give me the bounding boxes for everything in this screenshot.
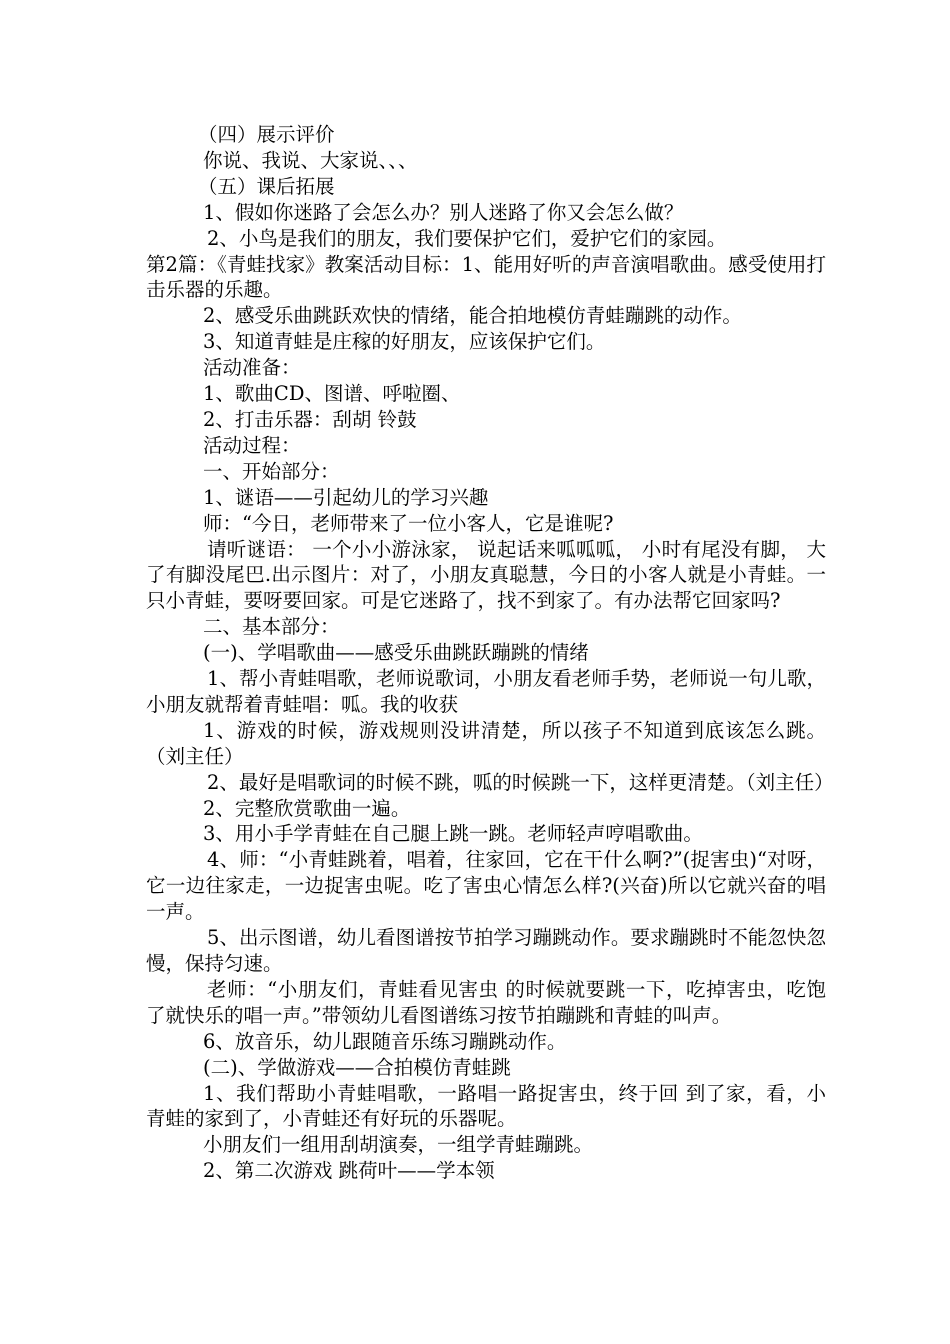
subsection-heading: (二)、学做游戏——合拍模仿青蛙跳	[203, 1055, 511, 1079]
document-body	[146, 122, 834, 1184]
section-heading-process: 活动过程：	[203, 433, 301, 457]
list-item: 5、出示图谱，幼儿看图谱按节拍学习蹦跳动作。要求蹦跳时不能忽快忽慢，保持匀速。	[146, 926, 826, 975]
list-item: 2、第二次游戏 跳荷叶——学本领	[203, 1159, 495, 1183]
list-item: 3、知道青蛙是庄稼的好朋友，应该保护它们。	[203, 330, 606, 354]
list-item: 1、假如你迷路了会怎么办？别人迷路了你又会怎么做？	[203, 200, 684, 224]
list-item: 4、师：“小青蛙跳着，唱着，往家回，它在干什么啊?”(捉害虫)“对呀，它一边往家走，一边捉害虫呢。吃了害虫心情怎么样?(兴奋)所以它就兴奋的唱一声。	[146, 848, 826, 924]
list-item: 1、游戏的时候，游戏规则没讲清楚，所以孩子不知道到底该怎么跳。（刘主任）	[146, 718, 826, 768]
section-heading-preparation: 活动准备：	[203, 356, 301, 380]
paragraph: 老师：“小朋友们，青蛙看见害虫 的时候就要跳一下，吃掉害虫，吃饱了就快乐的唱一声。”带领幼儿看图谱练习按节拍蹦跳和青蛙的叫声。	[146, 977, 826, 1027]
section-heading-display-evaluation: （四）展示评价	[198, 123, 335, 146]
list-item: 1、我们帮助小青蛙唱歌，一路唱一路捉害虫，终于回 到了家，看，小青蛙的家到了，小青蛙还有好玩的乐器呢。	[146, 1081, 826, 1131]
list-item: 2、感受乐曲跳跃欢快的情绪，能合拍地模仿青蛙蹦跳的动作。	[203, 304, 742, 328]
paragraph: 小朋友们一组用刮胡演奏，一组学青蛙蹦跳。	[203, 1133, 594, 1157]
list-item: 6、放音乐，幼儿跟随音乐练习蹦跳动作。	[203, 1029, 567, 1053]
paragraph: 师：“今日，老师带来了一位小客人，它是谁呢?	[203, 511, 614, 535]
list-item: 1、帮小青蛙唱歌，老师说歌词，小朋友看老师手势，老师说一句儿歌，小朋友就帮着青蛙唱：呱。我的收获	[146, 667, 826, 716]
list-item: 2、最好是唱歌词的时候不跳，呱的时候跳一下，这样更清楚。（刘主任）	[207, 770, 834, 794]
section-heading-basic: 二、基本部分：	[203, 615, 340, 639]
list-item: 2、完整欣赏歌曲一遍。	[203, 796, 411, 820]
paragraph: 你说、我说、大家说、、、	[203, 148, 418, 172]
lesson-title-paragraph: 第2篇：《青蛙找家》教案活动目标：1、能用好听的声音演唱歌曲。感受使用打击乐器的乐趣。	[146, 252, 826, 302]
paragraph: 请听谜语： 一个小小游泳家， 说起话来呱呱呱， 小时有尾没有脚， 大了有脚没尾巴.出示图片：对了，小朋友真聪慧，今日的小客人就是小青蛙。一只小青蛙，要呀要回家。可是它迷路了，找不到家了。有办法帮它回家吗?	[146, 537, 826, 613]
list-item: 1、谜语——引起幼儿的学习兴趣	[203, 485, 489, 509]
list-item: 3、用小手学青蛙在自己腿上跳一跳。老师轻声哼唱歌曲。	[203, 822, 703, 846]
list-item: 2、小鸟是我们的朋友，我们要保护它们，爱护它们的家园。	[207, 226, 727, 250]
subsection-heading: (一)、学唱歌曲——感受乐曲跳跃蹦跳的情绪	[203, 641, 589, 665]
section-heading-opening: 一、开始部分：	[203, 459, 340, 483]
list-item: 2、打击乐器：刮胡 铃鼓	[203, 407, 417, 431]
list-item: 1、歌曲CD、图谱、呼啦圈、	[203, 382, 461, 406]
section-heading-extension: （五）课后拓展	[198, 174, 335, 198]
